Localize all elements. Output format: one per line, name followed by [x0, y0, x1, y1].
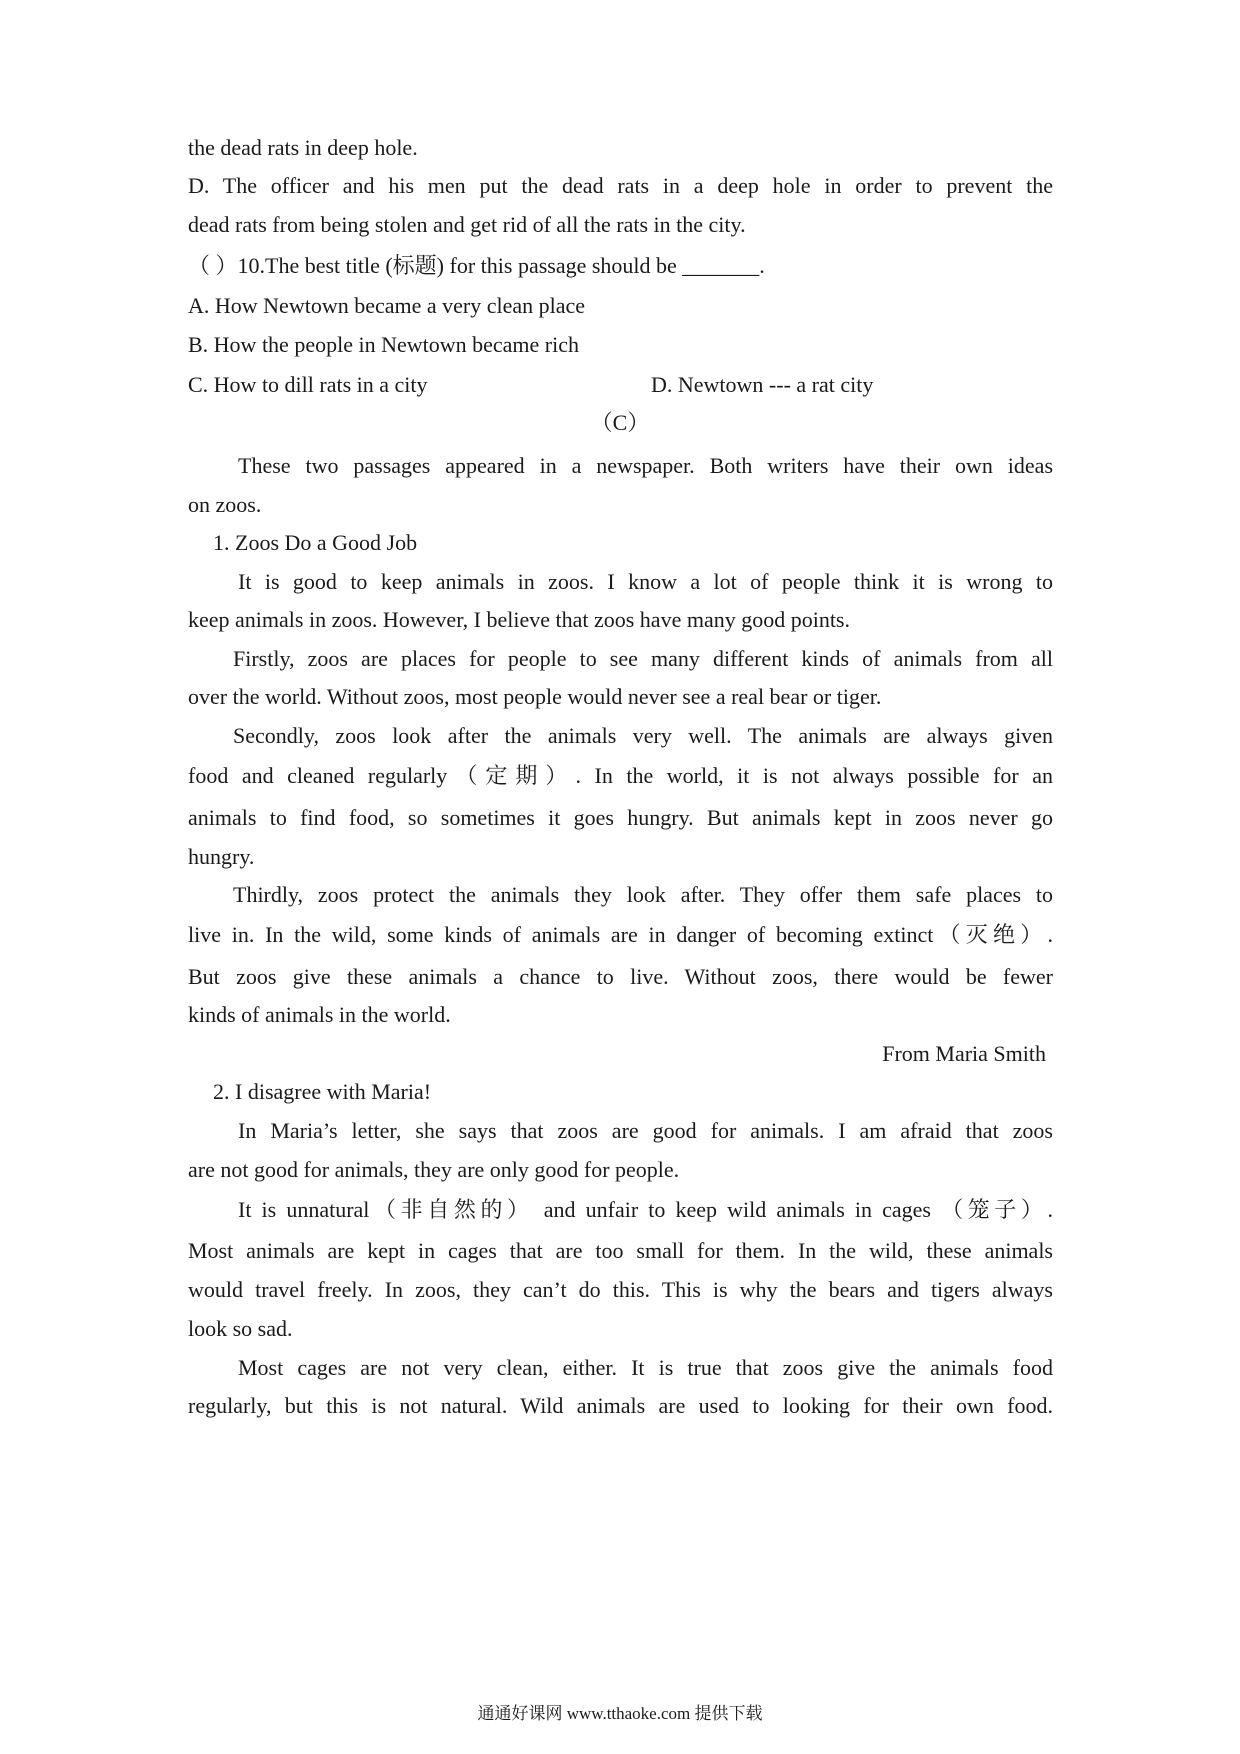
passage-2-title: 2. I disagree with Maria! [213, 1079, 432, 1104]
text-line: food and cleaned regularly（定期）. In the world, it is not always possible for an [188, 763, 1053, 788]
signature: From Maria Smith [882, 1041, 1046, 1066]
text-line: It is good to keep animals in zoos. I know a lot of people think it is wrong to [238, 569, 1053, 594]
text-line: Firstly, zoos are places for people to see many different kinds of animals from all [233, 646, 1053, 671]
section-heading: （C） [590, 410, 650, 435]
text-line: Most animals are kept in cages that are too small for them. In the wild, these animals [188, 1238, 1053, 1263]
text-line: animals to find food, so sometimes it goes hungry. But animals kept in zoos never go [188, 805, 1053, 830]
text-line: In Maria’s letter, she says that zoos are good for animals. I am afraid that zoos [238, 1118, 1053, 1143]
text-line: But zoos give these animals a chance to live. Without zoos, there would be fewer [188, 964, 1053, 989]
text-line: look so sad. [188, 1316, 293, 1341]
page-footer: 通通好课网 www.tthaoke.com 提供下载 [477, 1704, 763, 1723]
text-line: hungry. [188, 844, 255, 869]
text-line: dead rats from being stolen and get rid of all the rats in the city. [188, 212, 746, 237]
text-line: It is unnatural（非自然的） and unfair to keep wild animals in cages （笼子）. [238, 1197, 1053, 1222]
text-line: Thirdly, zoos protect the animals they look after. They offer them safe places to [233, 882, 1053, 907]
option-d: D. Newtown --- a rat city [651, 372, 874, 397]
text-line: keep animals in zoos. However, I believe that zoos have many good points. [188, 607, 850, 632]
option-a: A. How Newtown became a very clean place [188, 293, 586, 318]
text-line: Secondly, zoos look after the animals very well. The animals are always given [233, 723, 1053, 748]
passage-1-title: 1. Zoos Do a Good Job [213, 530, 418, 555]
text-line: Most cages are not very clean, either. It is true that zoos give the animals food [238, 1355, 1053, 1380]
question-10: （ ）10.The best title (标题) for this passage should be _______. [188, 253, 765, 278]
text-line: on zoos. [188, 492, 262, 517]
text-line: regularly, but this is not natural. Wild animals are used to looking for their own food. [188, 1393, 1053, 1418]
text-line: kinds of animals in the world. [188, 1002, 451, 1027]
option-c: C. How to dill rats in a city [188, 372, 428, 397]
option-b: B. How the people in Newtown became rich [188, 332, 579, 357]
text-line: would travel freely. In zoos, they can’t do this. This is why the bears and tigers always [188, 1277, 1053, 1302]
option-d-line: D. The officer and his men put the dead rats in a deep hole in order to prevent the [188, 173, 1053, 198]
text-line: live in. In the wild, some kinds of animals are in danger of becoming extinct（灭绝）. [188, 922, 1053, 947]
text-line: are not good for animals, they are only good for people. [188, 1157, 680, 1182]
text-line: the dead rats in deep hole. [188, 135, 418, 160]
text-line: over the world. Without zoos, most people would never see a real bear or tiger. [188, 684, 882, 709]
text-line: These two passages appeared in a newspaper. Both writers have their own ideas [238, 453, 1053, 478]
